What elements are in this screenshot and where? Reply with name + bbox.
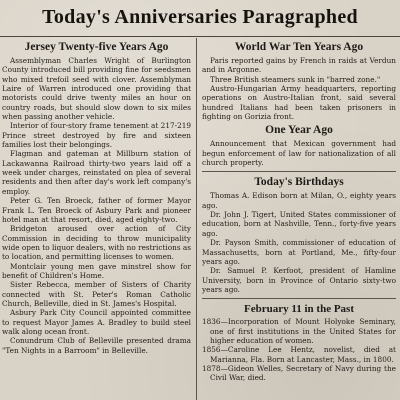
- page-title: Today's Anniversaries Paragraphed: [42, 6, 358, 28]
- past-event-item: 1836—Incorporation of Mount Holyoke Seminary, one of first institutions in the United States for higher education of women.: [202, 317, 396, 345]
- paragraph: Austro-Hungarian Army headquarters, reporting operations on Austro-Italian front, said several hundred Italians had been taken prisoners in fighting on Gorizia front.: [202, 84, 396, 122]
- past-event-item: 1856—Caroline Lee Hentz, novelist, died at Marianna, Fla. Born at Lancaster, Mass., in 1800.: [202, 345, 396, 364]
- title-rule: [0, 36, 400, 37]
- birthday-item: Thomas A. Edison born at Milan, O., eighty years ago.: [202, 191, 396, 210]
- masthead: [0, 0, 400, 34]
- paragraph: Flagman and gateman at Millburn station of Lackawanna Railroad thirty-two years laid off a week under charges, reinstated on plea of several residents and then after day's work left company's employ.: [2, 149, 191, 196]
- right-column: [202, 38, 396, 383]
- paragraph: Montclair young men gave minstrel show for benefit of Children's Home.: [2, 261, 191, 280]
- paragraph: Peter G. Ten Broeck, father of former Mayor Frank L. Ten Broeck of Asbury Park and pioneer hotel man at that resort, died, aged eighty-two.: [2, 196, 191, 224]
- column-divider: [196, 38, 197, 400]
- birthday-item: Dr. Payson Smith, commissioner of education of Massachusetts, born at Portland, Me., fifty-four years ago.: [202, 238, 396, 266]
- left-column: [2, 38, 191, 355]
- section-heading-world-war: World War Ten Years Ago: [234, 41, 364, 53]
- birthday-item: Dr. Samuel P. Kerfoot, president of Hamline University, born in Province of Ontario sixty-two years ago.: [202, 266, 396, 294]
- paragraph: Announcement that Mexican government had begun enforcement of law for nationalization of all church property.: [202, 139, 396, 168]
- section-heading-past: February 11 in the Past: [202, 298, 396, 315]
- paragraph: Interior of four-story frame tenement at 217-219 Prince street destroyed by fire and sixteen families lost their belongings.: [2, 121, 191, 150]
- section-heading-jersey: Jersey Twenty-five Years Ago: [24, 41, 169, 53]
- paragraph: Bridgeton aroused over action of City Commission in deciding to throw municipality wide open to liquor dealers, with no restrictions as to location, and permitting licenses to women.: [2, 224, 191, 262]
- paragraph: Three British steamers sunk in "barred zone.": [210, 74, 381, 84]
- birthday-item: Dr. John J. Tigert, United States commissioner of education, born at Nashville, Tenn., forty-five years ago.: [202, 210, 396, 238]
- past-event-item: 1878—Gideon Welles, Secretary of Navy during the Civil War, died.: [202, 363, 396, 383]
- paragraph: Paris reported gains by French in raids at Verdun and in Argonne.: [202, 56, 396, 75]
- section-heading-one-year: One Year Ago: [265, 124, 333, 137]
- section-heading-birthdays: Today's Birthdays: [202, 171, 396, 189]
- paragraph: Assemblyman Charles Wright of Burlington County introduced bill providing fine for seedsmen who mixed trefoil seed with clover. Assemblyman Laire of Warren introduced one providing that motorists could drive twenty miles an hour on country roads, but should slow down to six miles when passing another vehicle.: [2, 56, 191, 122]
- paragraph: Conundrum Club of Belleville presented drama "Ten Nights in a Barroom" in Belleville.: [2, 336, 191, 355]
- paragraph: Sister Rebecca, member of Sisters of Charity connected with St. Peter's Roman Catholic Church, Belleville, died in St. James's Hospital.: [2, 280, 191, 308]
- paragraph: Asbury Park City Council appointed committee to request Mayor James A. Bradley to build steel walk along ocean front.: [2, 308, 191, 336]
